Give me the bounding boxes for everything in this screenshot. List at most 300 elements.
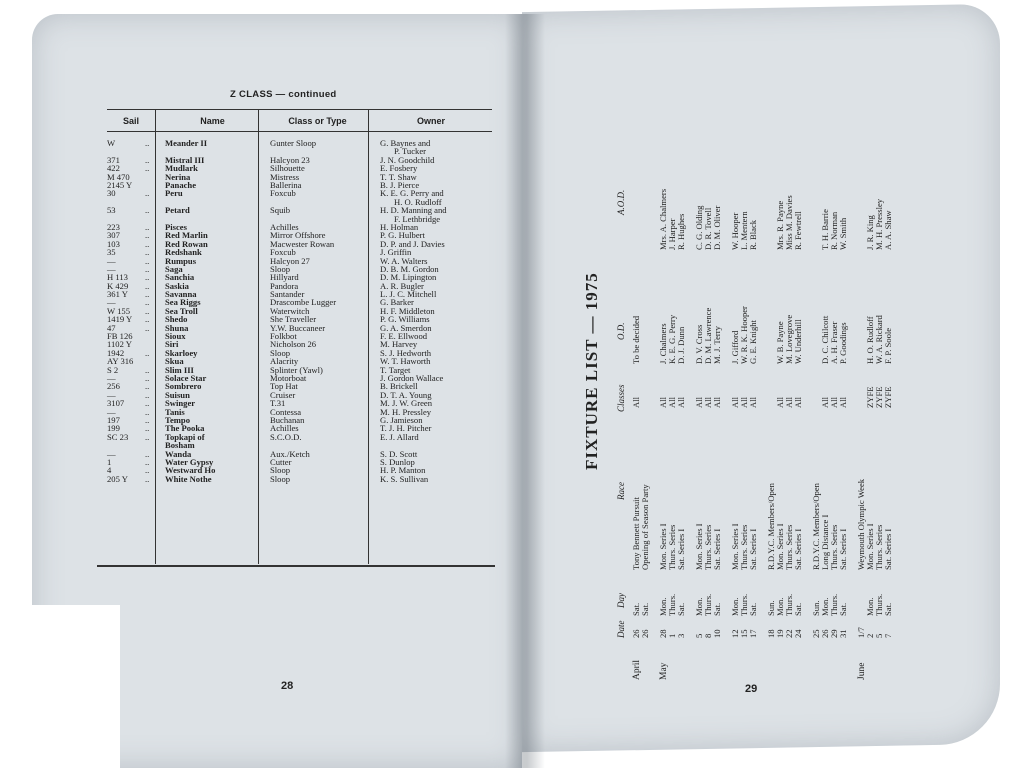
fixture-row [659, 80, 668, 680]
boat-type: Motorboat [270, 372, 307, 383]
boat-name [165, 433, 255, 450]
leader-dots: .. [145, 347, 150, 358]
boat-name-line: Sombrero [165, 381, 202, 392]
fixture-row [821, 80, 830, 680]
boat-type: She Traveller [270, 314, 317, 325]
fixture-race: Mon. Series I [775, 523, 785, 570]
boat-type: Sloop [270, 465, 291, 476]
fixture-classes: All [667, 397, 677, 408]
table-row [107, 475, 492, 483]
header-race: Race [616, 482, 626, 500]
sail-number: SC 23 [107, 431, 129, 442]
boat-type: Mistress [270, 171, 300, 182]
fixture-classes: All [829, 397, 839, 408]
fixture-aod: Miss M. Davies [784, 195, 794, 250]
fixture-od: W. R. K. Hooper [739, 306, 749, 364]
boat-type: Halcyon 23 [270, 154, 310, 165]
fixture-race: Sat. Series I [883, 528, 893, 570]
fixture-group [695, 80, 722, 680]
fixture-date: 10 [712, 629, 722, 638]
sail-number: 205 Y [107, 473, 128, 484]
month-label: May [659, 662, 669, 680]
fixture-classes: ZYFE [865, 386, 875, 408]
fixture-group [731, 80, 758, 680]
fixture-day: Sat. [712, 602, 722, 616]
fixture-aod: R. Norman [829, 211, 839, 250]
fixture-day: Mon. [820, 597, 830, 616]
fixture-od: M. J. Terry [712, 326, 722, 364]
fixture-classes: All [730, 397, 740, 408]
fixture-race: Sat. Series I [676, 528, 686, 570]
owner-line: H. Holman [380, 221, 419, 232]
owner-line: F. Lethbridge [394, 213, 441, 224]
boat-type: Achilles [270, 423, 299, 434]
fixture-race: Thurs. Series [784, 524, 794, 570]
fixture-classes: All [775, 397, 785, 408]
owner-line: T. Target [380, 364, 411, 375]
fixture-row [695, 80, 704, 680]
boat-type: Santander [270, 289, 305, 300]
boat-type: Contessa [270, 406, 302, 417]
fixture-group [812, 80, 848, 680]
fixture-aod: J. R. King [865, 215, 875, 250]
fixture-race: Tony Bennett Pursuit [631, 497, 641, 570]
boat-name-line: Tempo [165, 414, 190, 425]
sail-number: — [107, 448, 116, 459]
fixture-aod: M. H. Pressley [874, 198, 884, 250]
fixture-date: 1/7 [856, 627, 866, 638]
fixture-row [740, 80, 749, 680]
leader-dots: .. [145, 272, 150, 283]
boat-name-line: Topkapi of [165, 431, 205, 442]
leader-dots: .. [145, 188, 150, 199]
fixture-day: Sat. [748, 602, 758, 616]
boat-name-line: Sea Riggs [165, 297, 201, 308]
sail-number: FB 126 [107, 331, 133, 342]
boat-name-line: Shedo [165, 314, 188, 325]
leader-dots: .. [145, 431, 150, 442]
boat-name-line: Sea Troll [165, 305, 198, 316]
boat-type: Halcyon 27 [270, 255, 310, 266]
boat-name-line: Rumpus [165, 255, 197, 266]
fixture-day: Thurs. [667, 593, 677, 616]
leader-dots: .. [145, 305, 150, 316]
fixture-aod: Mrs. A. Chalmers [658, 188, 668, 250]
owner-line: D. P. and J. Davies [380, 238, 445, 249]
table-row [107, 206, 492, 223]
fixture-row [668, 80, 677, 680]
fixture-classes: All [820, 397, 830, 408]
sail-number: 35 [107, 247, 116, 258]
sail-number: AY 316 [107, 356, 134, 367]
boat-type: Splinter (Yawl) [270, 364, 323, 375]
fixture-day: Thurs. [703, 593, 713, 616]
fixture-day: Mon. [730, 597, 740, 616]
leader-dots: .. [145, 314, 150, 325]
sail-number: 371 [107, 154, 120, 165]
sail-number: 307 [107, 230, 120, 241]
fixture-od: A. H. Fraser [829, 321, 839, 364]
header-date: Date [616, 620, 626, 638]
boat-type: Buchanan [270, 414, 305, 425]
fixture-row [704, 80, 713, 680]
boat-name-line: Saskia [165, 280, 189, 291]
table-top-rule [107, 109, 492, 110]
table-row [107, 139, 492, 156]
fixture-date: 29 [829, 629, 839, 638]
fixture-day: Mon. [865, 597, 875, 616]
owner-line: G. A. Smerdon [380, 322, 432, 333]
leader-dots: .. [145, 163, 150, 174]
boat-name-line: Bosham [165, 440, 195, 451]
fixture-race: R.D.Y.C. Members/Open [811, 483, 821, 570]
fixture-race: Mon. Series I [658, 523, 668, 570]
boat-name-line: Sanchia [165, 272, 195, 283]
boat-name-line: Slim III [165, 364, 194, 375]
boat-type: Achilles [270, 221, 299, 232]
boat-type: Pandora [270, 280, 299, 291]
fixture-day: Sun. [766, 600, 776, 616]
fixture-aod: W. Hooper [730, 212, 740, 250]
leader-dots: .. [145, 414, 150, 425]
sail-number: — [107, 263, 116, 274]
boat-type: Silhouette [270, 163, 305, 174]
fixture-classes: All [676, 397, 686, 408]
leader-dots: .. [145, 465, 150, 476]
fixture-od: D. V. Cross [694, 324, 704, 364]
sail-number: — [107, 372, 116, 383]
boat-name [165, 139, 255, 147]
fixture-date: 18 [766, 629, 776, 638]
boat-type: Hillyard [270, 272, 299, 283]
boat-type: Sloop [270, 263, 291, 274]
fixture-row [857, 80, 866, 680]
fixture-date: 3 [676, 633, 686, 638]
boat-name-line: Red Marlin [165, 230, 208, 241]
fixture-race: R.D.Y.C. Members/Open [766, 483, 776, 570]
leader-dots: .. [145, 473, 150, 484]
fixture-group [659, 80, 686, 680]
fixture-race: Sat. Series I [748, 528, 758, 570]
month-label: June [857, 662, 867, 680]
fixture-row [713, 80, 722, 680]
fixture-aod: R. Black [748, 219, 758, 250]
fixture-aod: J. Harper [667, 218, 677, 250]
fixture-date: 28 [658, 629, 668, 638]
sail-number: 1 [107, 456, 112, 467]
owner-line: S. D. Scott [380, 448, 418, 459]
leader-dots: .. [145, 448, 150, 459]
fixture-day: Sat. [676, 602, 686, 616]
fixture-list [580, 70, 893, 680]
boat-type: Drascombe Lugger [270, 297, 337, 308]
fixture-aod: T. H. Barrie [820, 209, 830, 250]
header-type: Class or Type [288, 116, 347, 126]
owner-line: L. J. C. Mitchell [380, 289, 437, 300]
fixture-date: 1 [667, 633, 677, 638]
owner-line: T. T. Shaw [380, 171, 417, 182]
leader-dots: .. [145, 398, 150, 409]
sail-number: W [107, 138, 116, 148]
fixture-date: 17 [748, 629, 758, 638]
fixture-row [785, 80, 794, 680]
owner-line: D. M. Lipington [380, 272, 437, 283]
fixture-day: Thurs. [784, 593, 794, 616]
sail-number: 103 [107, 238, 120, 249]
boat-type: Gunter Sloop [270, 138, 317, 148]
fixture-race: Opening of Season Party [640, 484, 650, 570]
boat-name-line: Peru [165, 188, 183, 199]
fixture-classes: All [658, 397, 668, 408]
owner-line: P. Tucker [394, 146, 426, 157]
fixture-od: J. Gifford [730, 330, 740, 364]
fixture-race: Thurs. Series [739, 524, 749, 570]
fixture-race: Mon. Series I [865, 523, 875, 570]
owner-line: A. R. Bugler [380, 280, 424, 291]
fixture-row [884, 80, 893, 680]
boat-name-line: Petard [165, 205, 190, 216]
fixture-od: P. Goodings [838, 322, 848, 364]
boat-type: Macwester Rowan [270, 238, 335, 249]
leader-dots: .. [145, 389, 150, 400]
header-aod: A.O.D. [616, 189, 626, 215]
fixture-row [875, 80, 884, 680]
boat-type: Sloop [270, 473, 291, 484]
fixture-date: 19 [775, 629, 785, 638]
header-day: Day [616, 593, 626, 608]
boat-name-line: Suisun [165, 389, 190, 400]
fixture-classes: All [784, 397, 794, 408]
boat-name-line: Mistral III [165, 154, 205, 165]
fixture-race: Thurs. Series [829, 524, 839, 570]
owner-name [380, 206, 495, 223]
fixture-date: 26 [631, 629, 641, 638]
boat-name-line: Mudlark [165, 163, 198, 174]
fixture-race: Sat. Series I [712, 528, 722, 570]
fixture-day: Thurs. [874, 593, 884, 616]
sail-number: H 113 [107, 272, 128, 283]
owner-line: J. Gordon Wallace [380, 372, 444, 383]
sail-number: 1102 Y [107, 339, 132, 350]
boat-type: S.C.O.D. [270, 431, 302, 442]
sail-number: W 155 [107, 305, 130, 316]
table-bottom-rule [97, 565, 495, 567]
leader-dots: .. [145, 289, 150, 300]
owner-name [380, 139, 495, 156]
boat-name [165, 332, 255, 340]
fixture-aod: L. Mentern [739, 211, 749, 250]
fixture-aod: R. Fewtrell [793, 211, 803, 250]
fixture-race: Long Distance I [820, 514, 830, 570]
leader-dots: .. [145, 221, 150, 232]
fixture-date: 2 [865, 633, 875, 638]
sail-number: 422 [107, 163, 120, 174]
fixture-race: Thurs. Series [667, 524, 677, 570]
fixture-row [839, 80, 848, 680]
fixture-classes: All [748, 397, 758, 408]
sail-number: 2145 Y [107, 179, 133, 190]
boat-name [165, 206, 255, 214]
boat-name-line: White Nothe [165, 473, 212, 484]
fixture-date: 22 [784, 629, 794, 638]
fixture-row [866, 80, 875, 680]
owner-line: P. G. Hulbert [380, 230, 425, 241]
fixture-row [731, 80, 740, 680]
owner-line: T. J. H. Pitcher [380, 423, 432, 434]
boat-name-line: Panache [165, 179, 197, 190]
fixture-od: W. Underhill [793, 319, 803, 364]
fixture-classes: All [631, 397, 641, 408]
fixture-od: M. Lovegrove [784, 314, 794, 364]
fixture-date: 26 [640, 629, 650, 638]
fixture-od: D. M. Lawrence [703, 307, 713, 364]
boat-type: Squib [270, 205, 291, 216]
owner-line: B. J. Pierce [380, 179, 420, 190]
fixture-od: J. Chalmers [658, 323, 668, 364]
sail-number: 361 Y [107, 289, 128, 300]
fixture-classes: All [694, 397, 704, 408]
leader-dots: .. [145, 238, 150, 249]
boat-type: Alacrity [270, 356, 299, 367]
leader-dots: .. [145, 364, 150, 375]
fixture-day: Mon. [694, 597, 704, 616]
owner-line: H. O. Rudloff [394, 196, 442, 207]
header-bottom-rule [107, 131, 492, 132]
fixture-od: G. E. Knight [748, 320, 758, 364]
boat-name-line: Skua [165, 356, 184, 367]
fixture-classes: All [712, 397, 722, 408]
leader-dots: .. [145, 247, 150, 258]
boat-name-line: Solace Star [165, 372, 207, 383]
fixture-date: 31 [838, 629, 848, 638]
leader-dots: .. [145, 205, 150, 216]
fixture-race: Weymouth Olympic Week [856, 478, 866, 570]
leader-dots: .. [145, 423, 150, 434]
fixture-classes: All [739, 397, 749, 408]
boat-type: Aux./Ketch [270, 448, 310, 459]
boat-type: Foxcub [270, 247, 296, 258]
sail-number: 4 [107, 465, 112, 476]
owner-line: J. Griffin [380, 247, 412, 258]
owner-line: E. Fosbery [380, 163, 418, 174]
fixture-od: H. O. Rudloff [865, 316, 875, 364]
header-owner: Owner [416, 116, 445, 126]
owner-line: K. S. Sullivan [380, 473, 429, 484]
owner-line: M. H. Pressley [380, 406, 432, 417]
sail-number: 30 [107, 188, 116, 199]
owner-line: E. J. Allard [380, 431, 419, 442]
boat-type: Waterwitch [270, 305, 310, 316]
owner-line: D. T. A. Young [380, 389, 432, 400]
owner-line: W. A. Walters [380, 255, 428, 266]
header-classes: Classes [616, 384, 626, 412]
boat-name-line: Wanda [165, 448, 192, 459]
boat-type: Y.W. Buccaneer [270, 322, 326, 333]
page-number-right: 29 [745, 683, 758, 695]
fixture-row [830, 80, 839, 680]
boat-type: Top Hat [270, 381, 298, 392]
fixture-day: Mon. [658, 597, 668, 616]
white-cutout [0, 605, 120, 768]
fixture-row [641, 80, 650, 680]
fixture-date: 24 [793, 629, 803, 638]
boat-name-line: Shuna [165, 322, 189, 333]
fixture-od: D. C. Chilcott [820, 315, 830, 364]
owner-line: P. G. Williams [380, 314, 430, 325]
fixture-od: F. P. Soole [883, 327, 893, 364]
fixture-row [794, 80, 803, 680]
fixture-day: Sat. [883, 602, 893, 616]
header-od: O.D. [616, 322, 626, 340]
owner-line: G. Jamieson [380, 414, 423, 425]
fixture-aod: D. M. Oliver [712, 205, 722, 250]
fixture-classes: All [793, 397, 803, 408]
table-row [107, 433, 492, 450]
boat-type: Folkbot [270, 331, 297, 342]
fixture-day: Thurs. [739, 593, 749, 616]
owner-line: F. E. Ellwood [380, 331, 428, 342]
fixture-aod: W. Smith [838, 217, 848, 250]
fixture-day: Sat. [838, 602, 848, 616]
sail-number: 53 [107, 205, 116, 216]
fixture-day: Sat. [640, 602, 650, 616]
sail-number: S 2 [107, 364, 119, 375]
boat-type: Sloop [270, 347, 291, 358]
boat-name-line: Savanna [165, 289, 197, 300]
fixture-race: Sat. Series I [838, 528, 848, 570]
boat-name-line: Westward Ho [165, 465, 216, 476]
fixture-date: 15 [739, 629, 749, 638]
owner-line: H. P. Manton [380, 465, 426, 476]
header-name: Name [200, 116, 225, 126]
fixture-date: 25 [811, 629, 821, 638]
sail-number: 197 [107, 414, 120, 425]
boat-type: Cruiser [270, 389, 296, 400]
leader-dots: .. [145, 456, 150, 467]
owner-line: J. N. Goodchild [380, 154, 435, 165]
owner-line: M. J. W. Green [380, 398, 433, 409]
owner-line: H. F. Middleton [380, 305, 435, 316]
sail-number: 1419 Y [107, 314, 133, 325]
leader-dots: .. [145, 297, 150, 308]
boat-name-line: Sioux [165, 331, 186, 342]
owner-line: G. Barker [380, 297, 414, 308]
fixture-day: Sun. [811, 600, 821, 616]
book-gutter [505, 14, 545, 768]
sail-number: 1942 [107, 347, 125, 358]
sail-number: — [107, 389, 116, 400]
owner-line: K. E. G. Perry and [380, 188, 444, 199]
boat-name-line: Meander II [165, 138, 208, 148]
fixture-classes: ZYFE [874, 386, 884, 408]
boat-name [165, 189, 255, 197]
boat-name [165, 475, 255, 483]
fixture-day: Thurs. [829, 593, 839, 616]
owner-line: S. J. Hedworth [380, 347, 432, 358]
sail-number: — [107, 297, 116, 308]
leader-dots: .. [145, 372, 150, 383]
fixture-title: FIXTURE LIST — 1975 [582, 272, 601, 470]
fixture-date: 7 [883, 633, 893, 638]
page-number-left: 28 [281, 680, 294, 692]
table-row [107, 189, 492, 206]
boat-name-line: Tanis [165, 406, 185, 417]
owner-line: W. T. Haworth [380, 356, 431, 367]
fixture-classes: All [838, 397, 848, 408]
fixture-race: Mon. Series I [730, 523, 740, 570]
fixture-row [812, 80, 821, 680]
leader-dots: .. [145, 138, 150, 148]
